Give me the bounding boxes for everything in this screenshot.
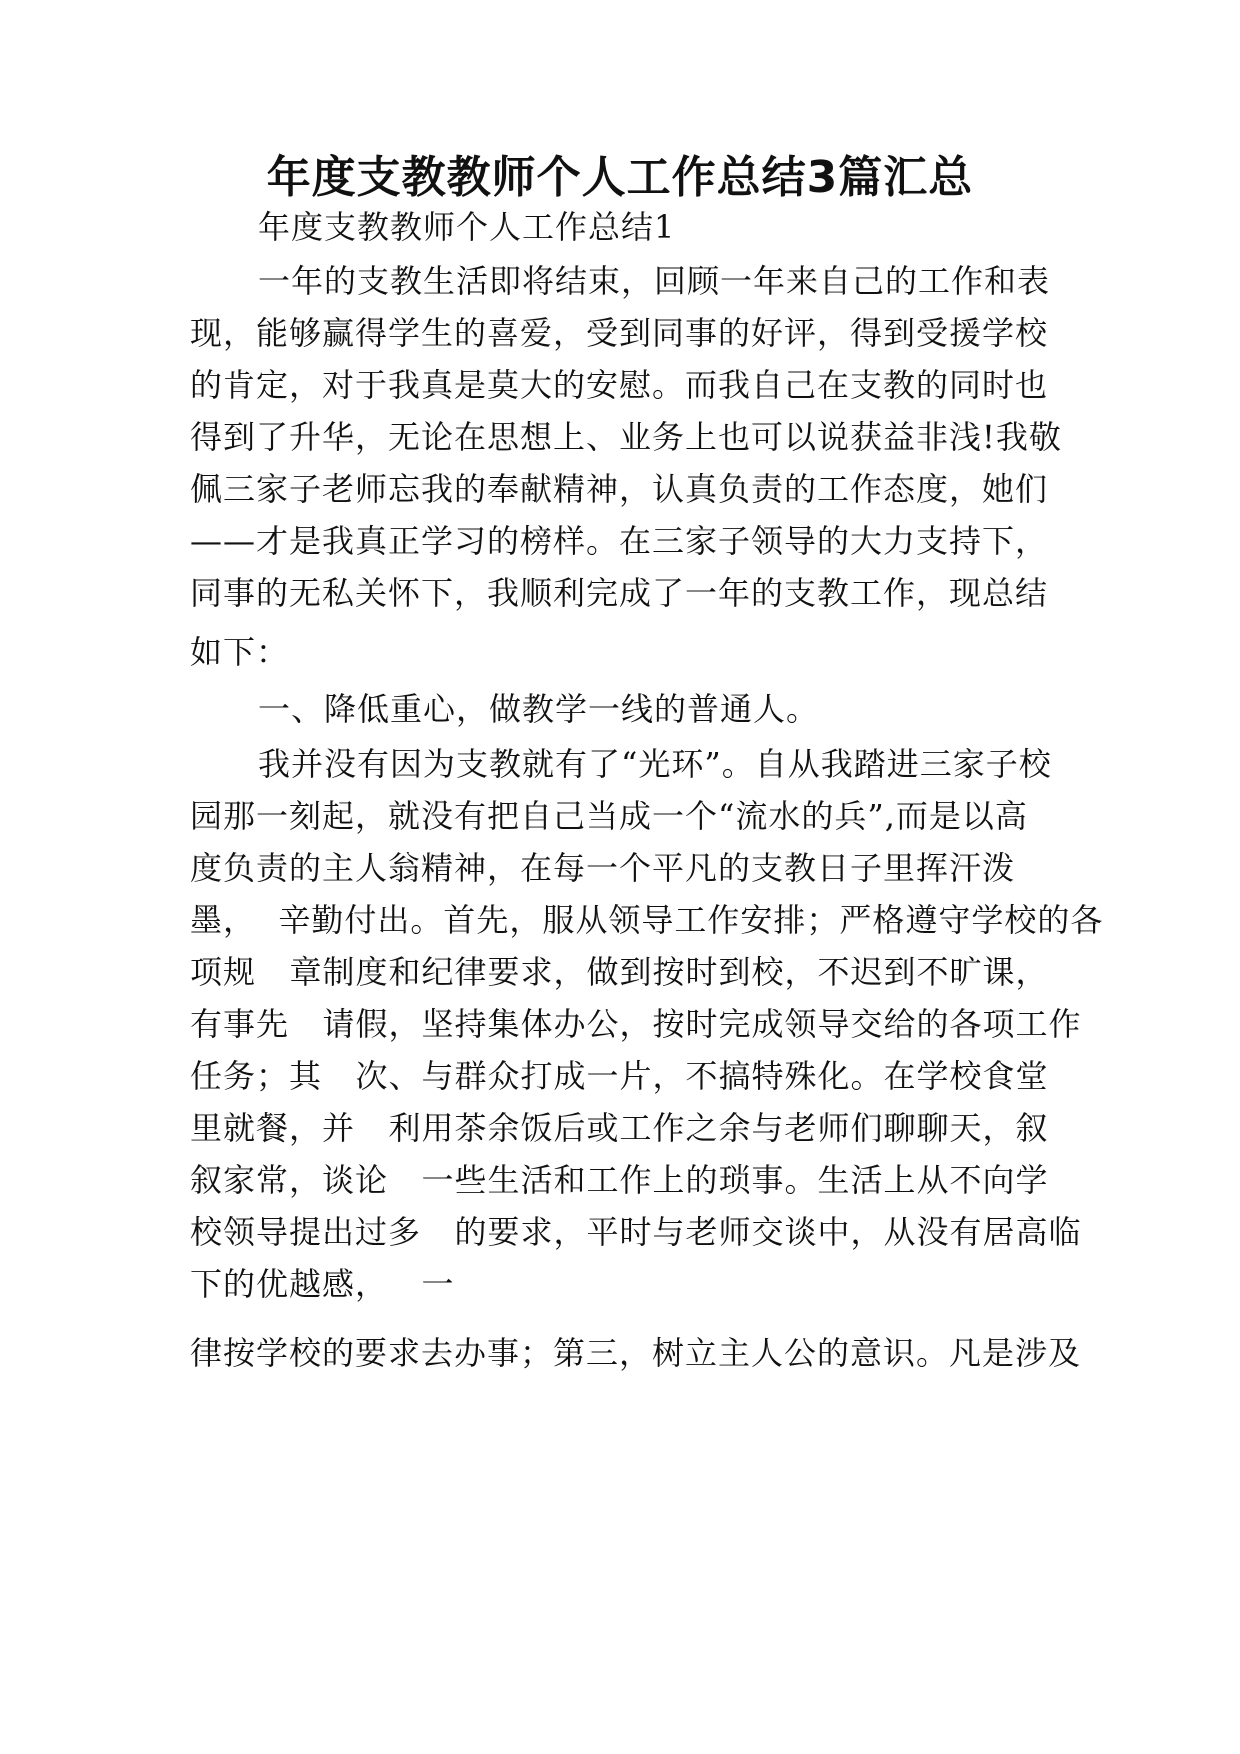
text-line: 如下： <box>190 633 290 671</box>
text-line: 佩三家子老师忘我的奉献精神，认真负责的工作态度，她们 <box>190 470 1049 508</box>
document-title: 年度支教教师个人工作总结3篇汇总 <box>266 152 974 203</box>
text-line: 园那一刻起，就没有把自己当成一个“流水的兵”,而是以高 <box>190 797 1028 835</box>
text-line: 项规 章制度和纪律要求，做到按时到校，不迟到不旷课， <box>190 953 1049 991</box>
text-line: ——才是我真正学习的榜样。在三家子领导的大力支持下， <box>190 522 1049 560</box>
subheading-one: 一、降低重心，做教学一线的普通人。 <box>258 690 820 728</box>
text-line: 有事先 请假，坚持集体办公，按时完成领导交给的各项工作 <box>190 1005 1082 1043</box>
text-line: 的肯定，对于我真是莫大的安慰。而我自己在支教的同时也 <box>190 366 1049 404</box>
text-line: 里就餐，并 利用茶余饭后或工作之余与老师们聊聊天，叙 <box>190 1109 1049 1147</box>
text-line: 度负责的主人翁精神，在每一个平凡的支教日子里挥汗泼 <box>190 849 1016 887</box>
text-line: 现，能够赢得学生的喜爱，受到同事的好评，得到受援学校 <box>190 314 1049 352</box>
text-line: 任务；其 次、与群众打成一片，不搞特殊化。在学校食堂 <box>190 1057 1049 1095</box>
text-line: 一年的支教生活即将结束，回顾一年来自己的工作和表 <box>258 262 1051 300</box>
text-line: 下的优越感， 一 <box>190 1265 455 1303</box>
text-line: 同事的无私关怀下，我顺利完成了一年的支教工作，现总结 <box>190 574 1049 612</box>
text-line: 得到了升华，无论在思想上、业务上也可以说获益非浅!我敬 <box>190 418 1062 456</box>
text-line: 叙家常，谈论 一些生活和工作上的琐事。生活上从不向学 <box>190 1161 1049 1199</box>
section-heading-1: 年度支教教师个人工作总结1 <box>258 208 676 246</box>
text-line: 校领导提出过多 的要求，平时与老师交谈中，从没有居高临 <box>190 1213 1082 1251</box>
text-line: 律按学校的要求去办事；第三，树立主人公的意识。凡是涉及 <box>190 1334 1082 1372</box>
text-line: 墨， 辛勤付出。首先，服从领导工作安排；严格遵守学校的各 <box>190 901 1104 939</box>
text-line: 我并没有因为支教就有了“光环”。自从我踏进三家子校 <box>258 745 1052 783</box>
